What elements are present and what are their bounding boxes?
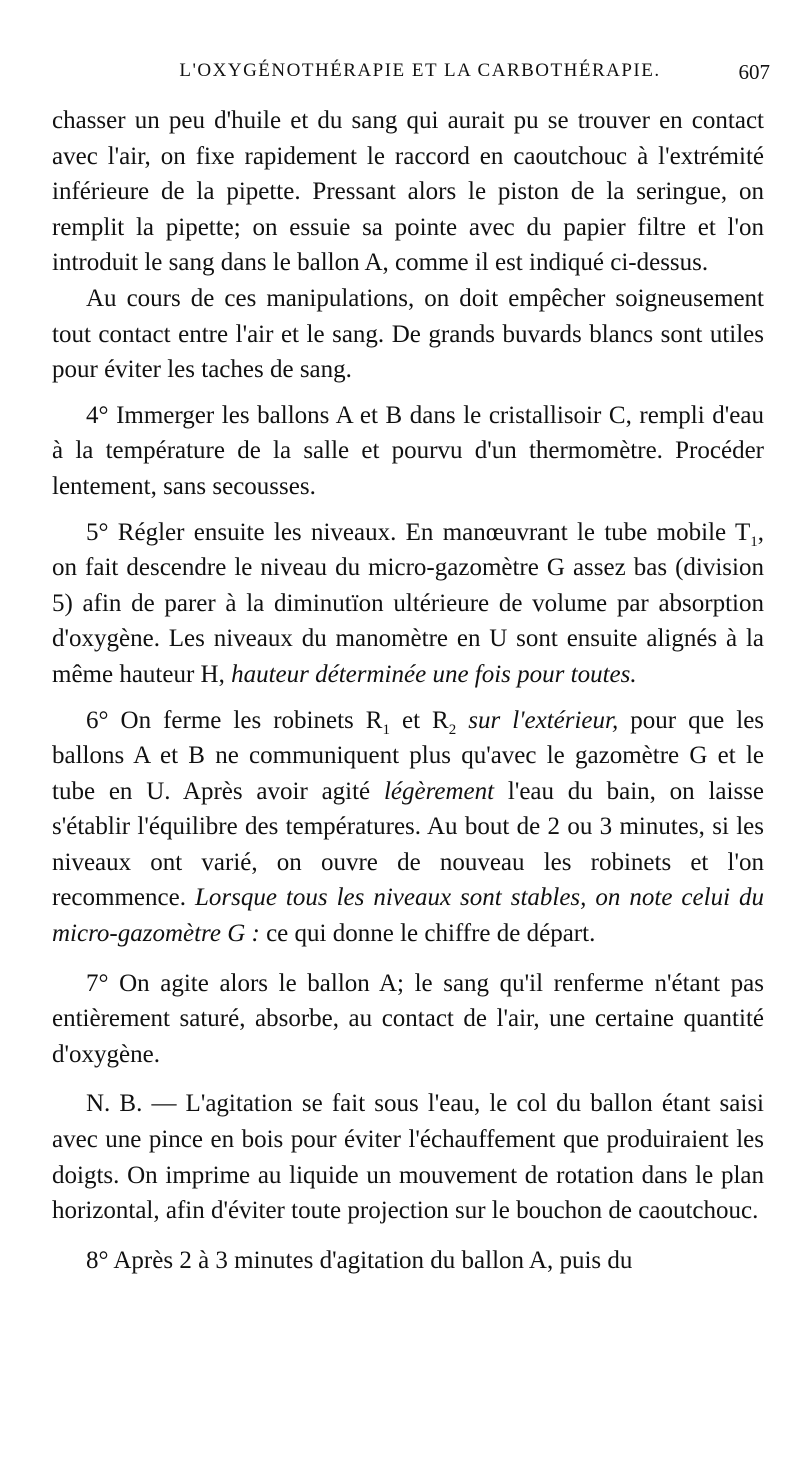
page-header: [50, 60, 770, 90]
paragraph-step-6: [52, 703, 764, 952]
step-5-text-b: , on fait descendre le niveau du micro-gazomètre G assez bas (division 5) afin de parer à la diminutïon ultérieure de volume par absorption d'oxygène. Les niveaux du manomètre en U sont ensuite alignés à la même hauteur H,: [52, 518, 764, 688]
paragraph-step-5: [52, 515, 764, 693]
step-6-text-c: [456, 707, 468, 734]
step-6-emphasis-2: légèrement: [383, 777, 495, 805]
paragraph-continuation: chasser un peu d'huile et du sang qui aurait pu se trouver en contact avec l'air, on fixe rapidement le raccord en caoutchouc à l'extrémité inférieure de la pipette. Pressant alors le piston de la seringue, on remplit la pipette; on essuie sa pointe avec du papier filtre et l'on introduit le sang dans le ballon A, comme il est indiqué ci-dessus.: [52, 107, 764, 277]
step-6-text-d: pour que les ballons A et B ne communiquent plus qu'avec le gazomètre G et le tube en U. Après avoir agité: [52, 706, 765, 805]
page-number: 607: [738, 60, 770, 84]
paragraph-nota-bene: N. B. — L'agitation se fait sous l'eau, le col du ballon étant saisi avec une pince en bois pour éviter l'échauffement que produiraient les doigts. On imprime au liquide un mouvement de rotation dans le plan horizontal, afin d'éviter toute projection sur le bouchon de caoutchouc.: [52, 1090, 764, 1225]
step-6-subscript-2: 2: [448, 721, 457, 738]
page-body: [52, 103, 764, 1278]
step-6-text-a: 6° On ferme les robinets R: [86, 706, 383, 734]
step-6-text-f: ce qui donne le chiffre de départ.: [259, 920, 596, 948]
step-5-text-a: 5° Régler ensuite les niveaux. En manœuvrant le tube mobile T: [86, 518, 751, 546]
paragraph-manipulations: Au cours de ces manipulations, on doit empêcher soigneusement tout contact entre l'air et le sang. De grands buvards blancs sont utiles pour éviter les taches de sang.: [52, 284, 764, 384]
step-6-emphasis-3: Lorsque tous les niveaux sont stables, on note celui du micro-gazomètre G :: [52, 884, 765, 948]
step-6-text-b: et R: [389, 706, 449, 734]
paragraph-step-7: 7° On agite alors le ballon A; le sang qu'il renferme n'étant pas entièrement saturé, absorbe, au contact de l'air, une certaine quantité d'oxygène.: [52, 969, 764, 1068]
paragraph-step-4: 4° Immerger les ballons A et B dans le cristallisoir C, rempli d'eau à la température de la salle et pourvu d'un thermomètre. Procéder lentement, sans secousses.: [52, 401, 764, 500]
step-5-emphasis: hauteur déterminée une fois pour toutes.: [231, 660, 637, 688]
step-6-subscript-1: 1: [382, 721, 390, 738]
paragraph-step-8: 8° Après 2 à 3 minutes d'agitation du ballon A, puis du: [86, 1246, 633, 1274]
step-6-text-e: l'eau du bain, on laisse s'établir l'équilibre des températures. Au bout de 2 ou 3 minutes, si les niveaux ont varié, on ouvre de nouveau les robinets et l'on recommence.: [52, 777, 765, 912]
step-6-emphasis-1: sur l'extérieur,: [468, 706, 619, 734]
running-title: L'OXYGÉNOTHÉRAPIE ET LA CARBOTHÉRAPIE.: [179, 60, 661, 81]
step-5-subscript: 1: [750, 533, 758, 550]
